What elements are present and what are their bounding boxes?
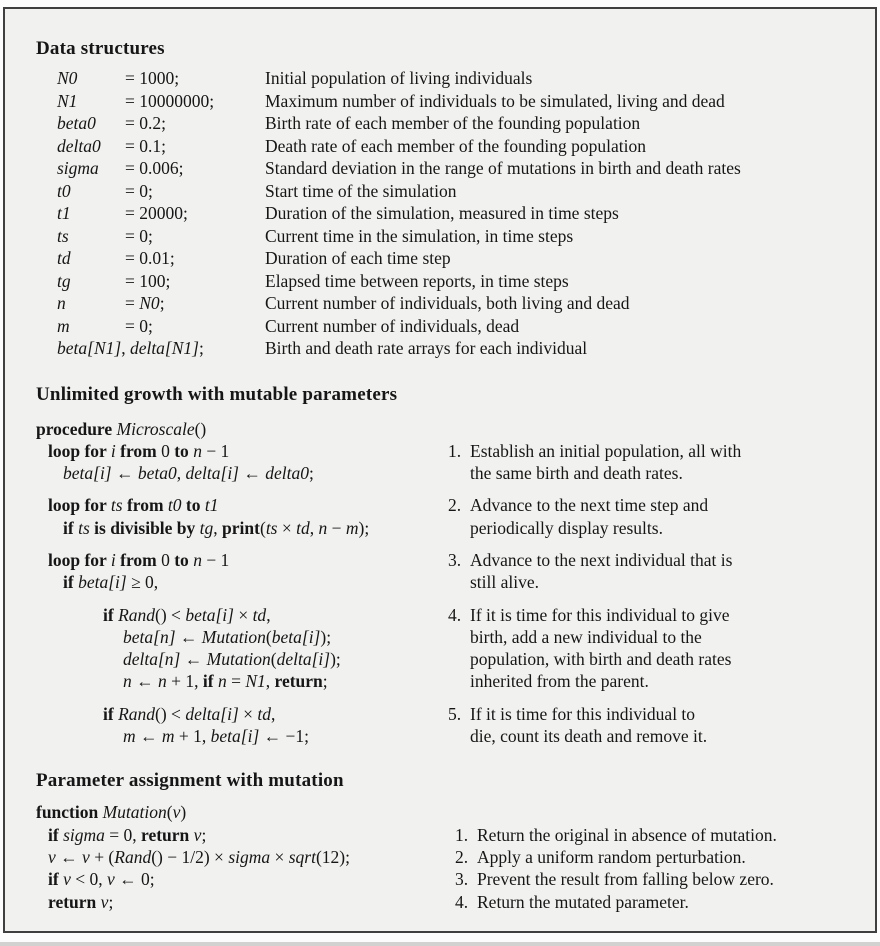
code-segment: = 0;	[125, 225, 153, 246]
code-segment: );	[330, 649, 341, 670]
variable-description: Death rate of each member of the founding population	[265, 135, 646, 156]
code-segment: if	[48, 824, 64, 845]
code-block	[36, 440, 448, 485]
code-segment: = 20000;	[125, 203, 188, 223]
code-segment: n	[318, 517, 328, 538]
code-segment: ,	[121, 338, 130, 358]
numbered-comment	[448, 703, 707, 748]
code-segment: Mutation	[102, 802, 167, 823]
numbered-comment-text	[477, 868, 774, 890]
code-segment: ;	[198, 338, 204, 358]
code-segment: ;	[159, 293, 165, 313]
code-segment: sigma	[228, 846, 271, 867]
code-comment-row	[36, 868, 863, 890]
numbered-comment	[455, 868, 774, 890]
comment-line: die, count its death and remove it.	[470, 726, 708, 747]
code-segment: ×	[238, 703, 258, 724]
code-line	[36, 891, 455, 913]
code-line	[36, 494, 448, 516]
numbered-comment-number: 2.	[455, 846, 469, 867]
code-segment: ;	[309, 463, 314, 484]
code-segment: N0	[139, 293, 160, 313]
variable-name	[57, 157, 125, 180]
code-segment: = 10000000;	[125, 90, 215, 111]
code-segment: = 100;	[125, 270, 171, 291]
code-segment: m	[57, 315, 70, 336]
code-line	[36, 846, 455, 868]
code-segment: td	[57, 248, 71, 268]
table-row	[36, 157, 863, 180]
code-segment: + 1,	[166, 671, 203, 692]
code-line	[36, 725, 448, 747]
code-segment: n	[217, 671, 227, 692]
code-segment: is divisible by	[89, 517, 200, 538]
numbered-comment	[448, 440, 741, 485]
code-segment: ×	[277, 517, 297, 538]
code-segment: (	[166, 802, 173, 823]
code-segment: ts	[57, 225, 69, 246]
code-block	[36, 846, 455, 868]
variable-value	[125, 135, 265, 158]
table-row	[36, 202, 863, 225]
code-segment: to	[169, 440, 194, 461]
variable-value	[125, 180, 265, 203]
code-comment-row	[36, 824, 863, 846]
procedure-header-line	[36, 418, 863, 440]
variable-description: Duration of the simulation, measured in time steps	[265, 203, 619, 223]
code-segment: );	[358, 517, 370, 538]
code-segment: v	[106, 869, 115, 890]
code-block	[36, 824, 455, 846]
code-segment: ←	[239, 463, 266, 484]
code-segment: v	[48, 846, 56, 867]
code-comment-group	[36, 549, 863, 594]
code-line	[36, 648, 448, 670]
code-segment: 0	[161, 549, 170, 570]
code-line	[36, 703, 448, 725]
code-segment: m	[161, 726, 175, 747]
code-segment: v	[63, 869, 71, 890]
code-segment: ←	[55, 846, 83, 867]
table-row	[36, 112, 863, 135]
table-row	[36, 247, 863, 270]
comment-line: Apply a uniform random perturbation.	[477, 846, 746, 867]
code-segment: print	[222, 517, 260, 538]
code-segment: ,	[265, 671, 275, 692]
variable-value	[125, 247, 265, 270]
code-segment: delta[i]	[185, 463, 239, 484]
window-bottom-edge	[0, 942, 880, 946]
code-segment: ()	[194, 418, 207, 439]
code-segment: n	[193, 440, 202, 461]
code-segment: + 1,	[174, 726, 211, 747]
code-block	[36, 549, 448, 594]
code-line	[36, 517, 448, 539]
code-segment: Mutation	[206, 649, 271, 670]
code-comment-group	[36, 494, 863, 539]
variable-name	[57, 67, 125, 90]
code-segment: loop for	[48, 440, 111, 461]
numbered-comment-text	[470, 440, 741, 485]
code-block	[36, 868, 455, 890]
variable-value	[125, 112, 265, 135]
code-segment: − 1	[201, 549, 230, 570]
numbered-comment	[448, 549, 732, 594]
code-segment: if	[103, 604, 119, 625]
numbered-comment	[455, 891, 689, 913]
variable-name	[57, 270, 125, 293]
code-segment: delta[i]	[276, 649, 331, 670]
code-segment: m	[345, 517, 359, 538]
code-segment: () <	[155, 703, 186, 724]
comment-line: Advance to the next time step and	[470, 495, 709, 516]
code-segment: =	[125, 293, 140, 313]
function-body	[36, 824, 863, 913]
code-segment: m	[123, 726, 136, 747]
numbered-comment-number: 1.	[455, 824, 469, 845]
variable-description: Initial population of living individuals	[265, 68, 533, 88]
numbered-comment-text	[470, 703, 707, 748]
code-segment: beta[i]	[78, 572, 127, 593]
code-segment: =	[226, 671, 246, 692]
code-segment: ←	[135, 726, 162, 747]
comment-line: still alive.	[470, 572, 540, 593]
code-segment: ,	[309, 517, 319, 538]
table-row	[36, 90, 863, 113]
variable-name	[57, 135, 125, 158]
comment-line: inherited from the parent.	[470, 671, 649, 692]
code-segment: (	[265, 626, 272, 647]
code-segment: loop for	[48, 495, 111, 516]
code-segment: v	[193, 824, 202, 845]
numbered-comment-number: 3.	[455, 869, 469, 890]
code-segment: = 0.01;	[125, 248, 175, 268]
code-segment: i	[110, 440, 116, 461]
variable-value	[125, 270, 265, 293]
code-segment: if	[63, 517, 79, 538]
code-comment-row	[36, 846, 863, 868]
comment-line: Prevent the result from falling below zero.	[477, 869, 774, 890]
variable-name	[57, 90, 125, 113]
code-segment: td	[252, 604, 267, 625]
numbered-comment-number: 3.	[448, 549, 462, 570]
code-segment: if	[202, 671, 218, 692]
comment-line: birth, add a new individual to the	[470, 626, 702, 647]
code-segment: ;	[322, 671, 328, 692]
code-segment: ×	[233, 604, 253, 625]
variable-name	[57, 247, 125, 270]
code-segment: return	[141, 824, 194, 845]
code-segment: t0	[57, 180, 71, 201]
code-segment: N0	[57, 68, 78, 88]
section-title-data-structures: Data structures	[36, 38, 165, 59]
variable-name	[57, 315, 125, 338]
code-segment: return	[48, 891, 101, 912]
code-line	[36, 549, 448, 571]
code-segment: delta[i]	[185, 703, 239, 724]
code-segment: delta[n]	[123, 649, 181, 670]
code-line	[36, 626, 448, 648]
code-segment: delta[N1]	[129, 338, 199, 358]
code-segment: beta0	[57, 113, 96, 133]
code-segment: < 0,	[70, 869, 107, 890]
comment-line: If it is time for this individual to	[470, 703, 696, 724]
comment-line: Return the mutated parameter.	[477, 891, 689, 912]
code-segment: n	[123, 671, 132, 692]
numbered-comment	[448, 494, 708, 539]
numbered-comment-text	[470, 549, 732, 594]
function-header-line	[36, 801, 863, 823]
code-line	[36, 824, 455, 846]
code-segment: return	[274, 671, 323, 692]
variable-value	[125, 157, 265, 180]
variable-description: Start time of the simulation	[265, 180, 457, 201]
code-segment: td	[257, 703, 272, 724]
code-segment: Mutation	[201, 626, 266, 647]
numbered-comment-number: 1.	[448, 440, 462, 461]
code-segment: Rand	[118, 604, 156, 625]
table-row	[36, 315, 863, 338]
code-segment: td	[296, 517, 310, 538]
code-segment: ←	[175, 626, 202, 647]
code-line	[36, 670, 448, 692]
code-comment-group	[36, 440, 863, 485]
code-segment: beta[i]	[271, 626, 321, 647]
code-segment: ×	[270, 846, 289, 867]
variable-description: Duration of each time step	[265, 248, 451, 268]
numbered-comment-text	[477, 824, 777, 846]
code-segment: () <	[155, 604, 186, 625]
algorithm-figure-box	[3, 7, 877, 933]
code-segment: to	[169, 549, 194, 570]
code-block	[36, 494, 448, 539]
variable-value	[125, 225, 265, 248]
code-segment: if	[48, 869, 64, 890]
code-segment: = 0.006;	[125, 158, 184, 178]
code-segment: delta0	[265, 463, 309, 484]
code-segment: tg	[199, 517, 214, 538]
variable-name	[57, 112, 125, 135]
variable-value	[125, 90, 265, 113]
variable-description: Current number of individuals, both living and dead	[265, 293, 630, 313]
code-segment: procedure	[36, 418, 117, 439]
code-segment: ts	[110, 495, 123, 516]
code-segment: ,	[271, 703, 276, 724]
code-block	[36, 891, 455, 913]
code-segment: ,	[266, 604, 271, 625]
code-segment: ←	[131, 671, 158, 692]
code-segment: tg	[57, 270, 71, 291]
code-segment: beta[i]	[63, 463, 112, 484]
code-segment: = 0,	[104, 824, 142, 845]
code-segment: ts	[78, 517, 90, 538]
numbered-comment-text	[470, 604, 731, 693]
variable-description: Birth rate of each member of the founding population	[265, 113, 641, 133]
code-segment: N1	[245, 671, 266, 692]
code-segment: );	[320, 626, 332, 647]
section-title-parameter-assignment: Parameter assignment with mutation	[36, 770, 344, 792]
variable-value	[125, 337, 265, 360]
variable-description: Standard deviation in the range of mutations in birth and death rates	[265, 158, 741, 178]
comment-line: periodically display results.	[470, 517, 663, 538]
code-segment: beta0	[137, 463, 177, 484]
numbered-comment-number: 4.	[448, 604, 462, 625]
variable-value	[125, 292, 265, 315]
code-segment: ;	[201, 824, 207, 845]
code-comment-group	[36, 604, 863, 693]
code-segment: from	[115, 549, 162, 570]
variable-value	[125, 67, 265, 90]
variable-value	[125, 202, 265, 225]
code-segment: to	[181, 495, 205, 516]
code-segment: loop for	[48, 549, 111, 570]
code-segment: = 0;	[125, 315, 153, 336]
code-segment: beta[n]	[123, 626, 176, 647]
numbered-comment-text	[470, 494, 708, 539]
numbered-comment-number: 2.	[448, 495, 462, 516]
code-segment: if	[103, 703, 119, 724]
code-segment: from	[122, 495, 168, 516]
code-segment: ← −1;	[259, 726, 310, 747]
code-segment: n	[158, 671, 167, 692]
code-segment: (12);	[315, 846, 351, 867]
code-segment: = 0.1;	[125, 135, 166, 156]
code-segment: Microscale	[116, 418, 195, 439]
code-segment: sqrt	[288, 846, 316, 867]
code-segment: Rand	[114, 846, 152, 867]
section-title-unlimited-growth: Unlimited growth with mutable parameters	[36, 383, 398, 405]
code-segment: v	[82, 846, 90, 867]
code-segment: t0	[167, 495, 182, 516]
code-segment: delta0	[57, 135, 101, 156]
code-line	[36, 604, 448, 626]
code-segment: = 0.2;	[125, 113, 166, 133]
comment-line: population, with birth and death rates	[470, 649, 732, 670]
code-segment: (	[270, 649, 277, 670]
code-line	[36, 571, 448, 593]
code-segment: ← 0;	[114, 869, 155, 890]
code-segment: n	[57, 293, 66, 313]
code-comment-row	[36, 891, 863, 913]
code-segment: from	[115, 440, 162, 461]
variable-name	[57, 180, 125, 203]
variable-name	[57, 337, 204, 360]
code-segment: ts	[265, 517, 278, 538]
code-segment: beta[i]	[210, 726, 260, 747]
code-segment: beta[N1]	[57, 338, 122, 358]
code-segment: ≥ 0,	[126, 572, 159, 593]
numbered-comment	[455, 846, 746, 868]
code-segment: sigma	[63, 824, 105, 845]
code-segment: − 1	[201, 440, 230, 461]
numbered-comment-number: 4.	[455, 891, 469, 912]
code-segment: = 0;	[125, 180, 153, 201]
code-segment: beta[i]	[185, 604, 234, 625]
code-segment: if	[63, 572, 79, 593]
code-segment: )	[180, 802, 187, 823]
code-segment: ←	[111, 463, 138, 484]
code-segment: function	[36, 802, 103, 823]
data-structures-table	[36, 67, 863, 360]
table-row	[36, 225, 863, 248]
code-segment: Rand	[118, 703, 156, 724]
table-row	[36, 337, 863, 360]
numbered-comment	[448, 604, 731, 693]
code-segment: n	[193, 549, 202, 570]
variable-description: Current time in the simulation, in time steps	[265, 225, 574, 246]
variable-name	[57, 202, 125, 225]
code-segment: (	[259, 517, 266, 538]
table-row	[36, 270, 863, 293]
code-segment: N1	[57, 90, 78, 111]
variable-description: Birth and death rate arrays for each individual	[265, 338, 588, 358]
code-block	[36, 703, 448, 748]
code-segment: 0	[161, 440, 170, 461]
code-segment: () − 1/2) ×	[151, 846, 229, 867]
procedure-body	[36, 440, 863, 748]
numbered-comment-text	[477, 846, 746, 868]
comment-line: Establish an initial population, all with	[470, 440, 742, 461]
code-segment: ;	[108, 891, 114, 912]
code-segment: ,	[176, 463, 186, 484]
code-segment: sigma	[57, 158, 99, 178]
variable-name	[57, 292, 125, 315]
code-segment: + (	[89, 846, 115, 867]
table-row	[36, 135, 863, 158]
numbered-comment-text	[477, 891, 689, 913]
code-segment: i	[110, 549, 116, 570]
code-segment: ←	[180, 649, 207, 670]
code-segment: ,	[213, 517, 223, 538]
code-segment: = 1000;	[125, 68, 180, 88]
comment-line: If it is time for this individual to give	[470, 604, 730, 625]
code-line	[36, 462, 448, 484]
numbered-comment	[455, 824, 777, 846]
code-comment-group	[36, 703, 863, 748]
comment-line: the same birth and death rates.	[470, 463, 683, 484]
variable-name	[57, 225, 125, 248]
code-segment: v	[172, 802, 181, 823]
table-row	[36, 180, 863, 203]
code-segment: v	[100, 891, 109, 912]
variable-description: Maximum number of individuals to be simulated, living and dead	[265, 90, 725, 111]
code-block	[36, 604, 448, 693]
code-segment: t1	[204, 495, 219, 516]
numbered-comment-number: 5.	[448, 703, 462, 724]
code-segment: t1	[57, 203, 71, 223]
comment-line: Advance to the next individual that is	[470, 549, 733, 570]
code-line	[36, 440, 448, 462]
variable-description: Elapsed time between reports, in time steps	[265, 270, 569, 291]
variable-value	[125, 315, 265, 338]
table-row	[36, 67, 863, 90]
table-row	[36, 292, 863, 315]
code-line	[36, 868, 455, 890]
variable-description: Current number of individuals, dead	[265, 315, 520, 336]
comment-line: Return the original in absence of mutation.	[477, 824, 777, 845]
code-segment: −	[327, 517, 346, 538]
